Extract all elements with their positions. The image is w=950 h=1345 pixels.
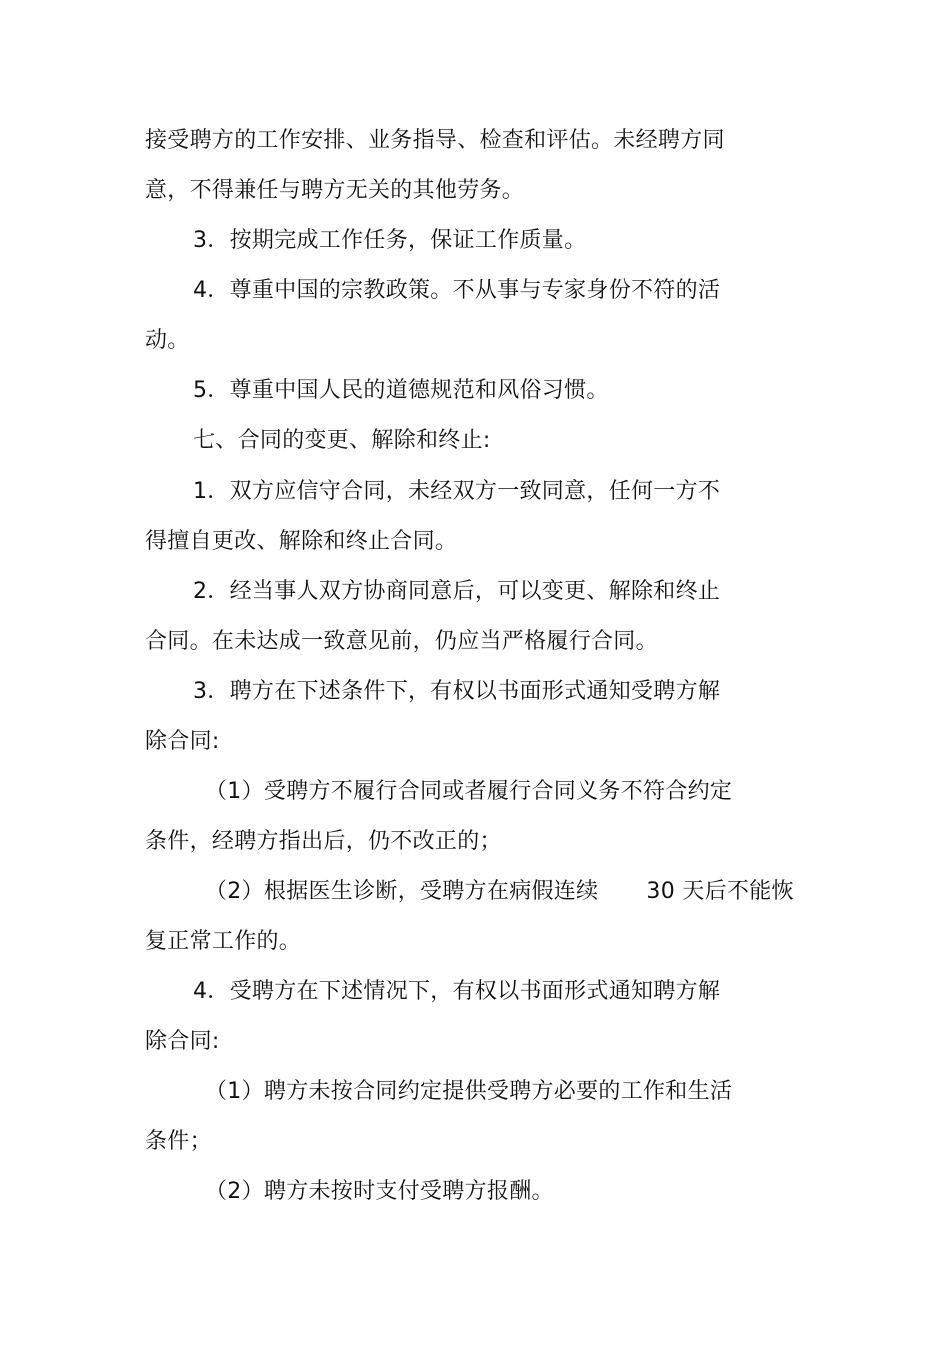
paragraph-line: 2．经当事人双方协商同意后，可以变更、解除和终止 — [193, 579, 721, 604]
paragraph-line: 除合同: — [145, 1029, 220, 1054]
paragraph-line: 除合同: — [145, 729, 220, 754]
paragraph-line: 3．按期完成工作任务，保证工作质量。 — [193, 228, 587, 253]
paragraph-line: 3．聘方在下述条件下，有权以书面形式通知受聘方解 — [193, 679, 721, 704]
paragraph-line: 动。 — [145, 328, 190, 353]
paragraph-line: 得擅自更改、解除和终止合同。 — [145, 529, 458, 554]
paragraph-line — [205, 877, 794, 907]
paragraph-line: 5．尊重中国人民的道德规范和风俗习惯。 — [193, 378, 609, 403]
paragraph-line-part: （2）根据医生诊断，受聘方在病假连续 — [205, 879, 599, 904]
paragraph-line: （1）受聘方不履行合同或者履行合同义务不符合约定 — [205, 779, 733, 804]
paragraph-line: （1）聘方未按合同约定提供受聘方必要的工作和生活 — [205, 1079, 733, 1104]
paragraph-line: 意，不得兼任与聘方无关的其他劳务。 — [145, 178, 525, 203]
paragraph-line: 条件，经聘方指出后，仍不改正的； — [145, 829, 502, 854]
paragraph-line: 复正常工作的。 — [145, 929, 302, 954]
paragraph-line: 条件； — [145, 1129, 212, 1154]
section-heading: 七、合同的变更、解除和终止: — [193, 428, 491, 453]
paragraph-line: 4．尊重中国的宗教政策。不从事与专家身份不符的活 — [193, 278, 721, 303]
paragraph-line-part: 30 天后不能恢 — [646, 879, 794, 904]
paragraph-line: 合同。在未达成一致意见前，仍应当严格履行合同。 — [145, 629, 658, 654]
paragraph-line: 1．双方应信守合同，未经双方一致同意，任何一方不 — [193, 479, 721, 504]
paragraph-line: 4．受聘方在下述情况下，有权以书面形式通知聘方解 — [193, 979, 721, 1004]
paragraph-line: 接受聘方的工作安排、业务指导、检查和评估。未经聘方同 — [145, 128, 725, 153]
paragraph-line: （2）聘方未按时支付受聘方报酬。 — [205, 1179, 554, 1204]
